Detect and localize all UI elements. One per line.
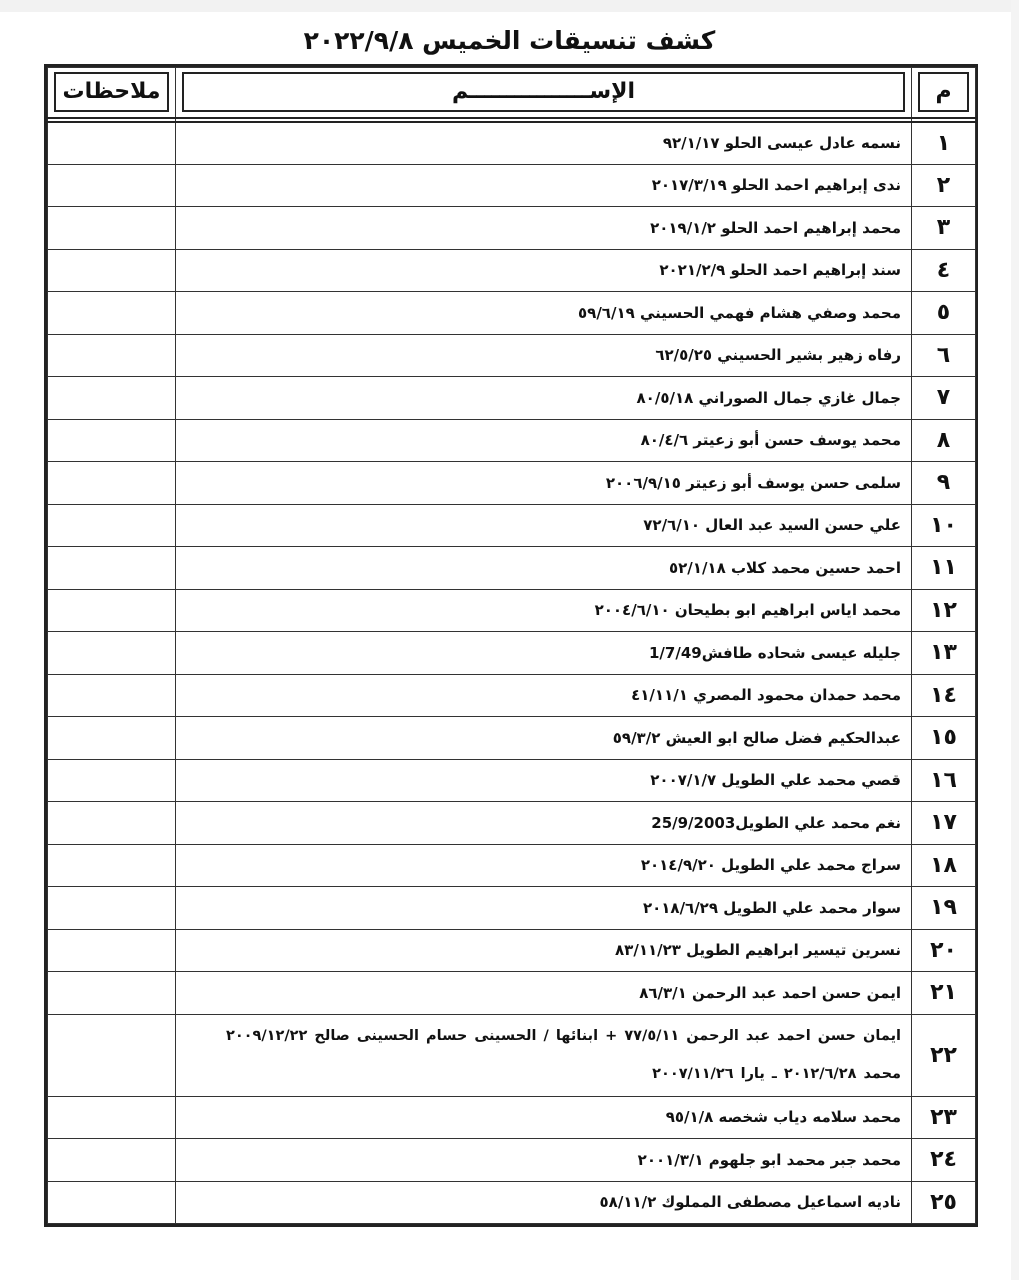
row-name: سند إبراهيم احمد الحلو ٢٠٢١/٢/٩: [176, 249, 912, 292]
row-name: نسمه عادل عيسى الحلو ٩٢/١/١٧: [176, 122, 912, 165]
table-row: [48, 249, 976, 292]
row-number: ١٦: [912, 759, 976, 802]
row-notes: [48, 1096, 176, 1139]
row-notes: [48, 1139, 176, 1182]
row-name: محمد سلامه دياب شخصه ٩٥/١/٨: [176, 1096, 912, 1139]
row-number: ١١: [912, 547, 976, 590]
row-number: ٩: [912, 462, 976, 505]
row-notes: [48, 972, 176, 1015]
row-number: ٢٤: [912, 1139, 976, 1182]
row-name: ايمان حسن احمد عبد الرحمن ٧٧/٥/١١ + ابنائها / الحسينى حسام الحسينى صالح ٢٠٠٩/١٢/٢٢ محمد ٢٠١٢/٦/٢٨ ـ يارا ٢٠٠٧/١١/٢٦: [176, 1014, 912, 1096]
row-name: نسرين تيسير ابراهيم الطويل ٨٣/١١/٢٣: [176, 929, 912, 972]
table-row: [48, 717, 976, 760]
row-notes: [48, 802, 176, 845]
row-notes: [48, 717, 176, 760]
row-name: علي حسن السيد عبد العال ٧٢/٦/١٠: [176, 504, 912, 547]
header-number-cell: [912, 68, 976, 118]
table-row: [48, 632, 976, 675]
row-name: ايمن حسن احمد عبد الرحمن ٨٦/٣/١: [176, 972, 912, 1015]
row-number: ١٧: [912, 802, 976, 845]
row-name: جليله عيسى شحاده طافش1/7/49: [176, 632, 912, 675]
table-row: [48, 122, 976, 165]
table-row: [48, 972, 976, 1015]
row-name: عبدالحكيم فضل صالح ابو العيش ٥٩/٣/٢: [176, 717, 912, 760]
header-name-label: الإســــــــــــــــم: [182, 72, 905, 112]
row-notes: [48, 632, 176, 675]
row-number: ٢٠: [912, 929, 976, 972]
row-notes: [48, 462, 176, 505]
row-number: ٣: [912, 207, 976, 250]
row-number: ١٣: [912, 632, 976, 675]
row-notes: [48, 674, 176, 717]
row-name: سلمى حسن يوسف أبو زعيتر ٢٠٠٦/٩/١٥: [176, 462, 912, 505]
row-number: ١٤: [912, 674, 976, 717]
table-row: [48, 207, 976, 250]
row-number: ٢: [912, 164, 976, 207]
row-notes: [48, 547, 176, 590]
row-number: ١٩: [912, 887, 976, 930]
table-row: [48, 462, 976, 505]
row-name: ناديه اسماعيل مصطفى المملوك ٥٨/١١/٢: [176, 1181, 912, 1224]
row-name: نغم محمد علي الطويل25/9/2003: [176, 802, 912, 845]
row-number: ١٠: [912, 504, 976, 547]
row-name: محمد جبر محمد ابو جلهوم ٢٠٠١/٣/١: [176, 1139, 912, 1182]
header-name-cell: [176, 68, 912, 118]
row-name: محمد يوسف حسن أبو زعيتر ٨٠/٤/٦: [176, 419, 912, 462]
row-number: ٧: [912, 377, 976, 420]
row-notes: [48, 929, 176, 972]
row-number: ٨: [912, 419, 976, 462]
row-name: سراج محمد علي الطويل ٢٠١٤/٩/٢٠: [176, 844, 912, 887]
row-notes: [48, 1181, 176, 1224]
row-notes: [48, 589, 176, 632]
coordination-table-frame: [44, 64, 978, 1227]
header-notes-label: ملاحظات: [54, 72, 169, 112]
row-notes: [48, 122, 176, 165]
row-name: محمد إبراهيم احمد الحلو ٢٠١٩/١/٢: [176, 207, 912, 250]
table-row: [48, 844, 976, 887]
table-row: [48, 1096, 976, 1139]
row-number: ٤: [912, 249, 976, 292]
row-name: احمد حسين محمد كلاب ٥٢/١/١٨: [176, 547, 912, 590]
table-row: [48, 1014, 976, 1096]
header-notes-cell: [48, 68, 176, 118]
document-title: كشف تنسيقات الخميس ٢٠٢٢/٩/٨: [303, 26, 716, 55]
row-name: محمد حمدان محمود المصري ٤١/١١/١: [176, 674, 912, 717]
table-header-row: [48, 68, 976, 118]
row-notes: [48, 292, 176, 335]
table-row: [48, 887, 976, 930]
row-name: محمد اياس ابراهيم ابو بطيحان ٢٠٠٤/٦/١٠: [176, 589, 912, 632]
table-row: [48, 759, 976, 802]
row-number: ٦: [912, 334, 976, 377]
header-number-label: م: [918, 72, 969, 112]
table-row: [48, 589, 976, 632]
row-number: ٢٥: [912, 1181, 976, 1224]
table-body: [48, 122, 976, 1224]
page-top-edge: [0, 0, 1019, 12]
table-row: [48, 504, 976, 547]
row-notes: [48, 164, 176, 207]
table-row: [48, 164, 976, 207]
table-row: [48, 674, 976, 717]
table-row: [48, 377, 976, 420]
row-notes: [48, 1014, 176, 1096]
row-number: ١٨: [912, 844, 976, 887]
row-notes: [48, 504, 176, 547]
row-number: ١: [912, 122, 976, 165]
page-right-edge: [1011, 0, 1019, 1280]
row-name: رفاه زهير بشير الحسيني ٦٢/٥/٢٥: [176, 334, 912, 377]
row-notes: [48, 334, 176, 377]
table-row: [48, 547, 976, 590]
table-row: [48, 419, 976, 462]
row-name: محمد وصفي هشام فهمي الحسيني ٥٩/٦/١٩: [176, 292, 912, 335]
table-row: [48, 1139, 976, 1182]
row-notes: [48, 377, 176, 420]
row-number: ١٥: [912, 717, 976, 760]
row-name: جمال غازي جمال الصوراني ٨٠/٥/١٨: [176, 377, 912, 420]
row-name: سوار محمد علي الطويل ٢٠١٨/٦/٢٩: [176, 887, 912, 930]
row-number: ١٢: [912, 589, 976, 632]
row-name: ندى إبراهيم احمد الحلو ٢٠١٧/٣/١٩: [176, 164, 912, 207]
table-row: [48, 929, 976, 972]
coordination-table: [47, 67, 976, 1224]
row-number: ٢١: [912, 972, 976, 1015]
row-number: ٥: [912, 292, 976, 335]
row-notes: [48, 759, 176, 802]
table-row: [48, 292, 976, 335]
row-notes: [48, 887, 176, 930]
table-row: [48, 334, 976, 377]
row-notes: [48, 207, 176, 250]
row-notes: [48, 419, 176, 462]
row-number: ٢٣: [912, 1096, 976, 1139]
table-row: [48, 1181, 976, 1224]
row-notes: [48, 844, 176, 887]
row-notes: [48, 249, 176, 292]
table-row: [48, 802, 976, 845]
row-name: قصي محمد علي الطويل ٢٠٠٧/١/٧: [176, 759, 912, 802]
row-number: ٢٢: [912, 1014, 976, 1096]
